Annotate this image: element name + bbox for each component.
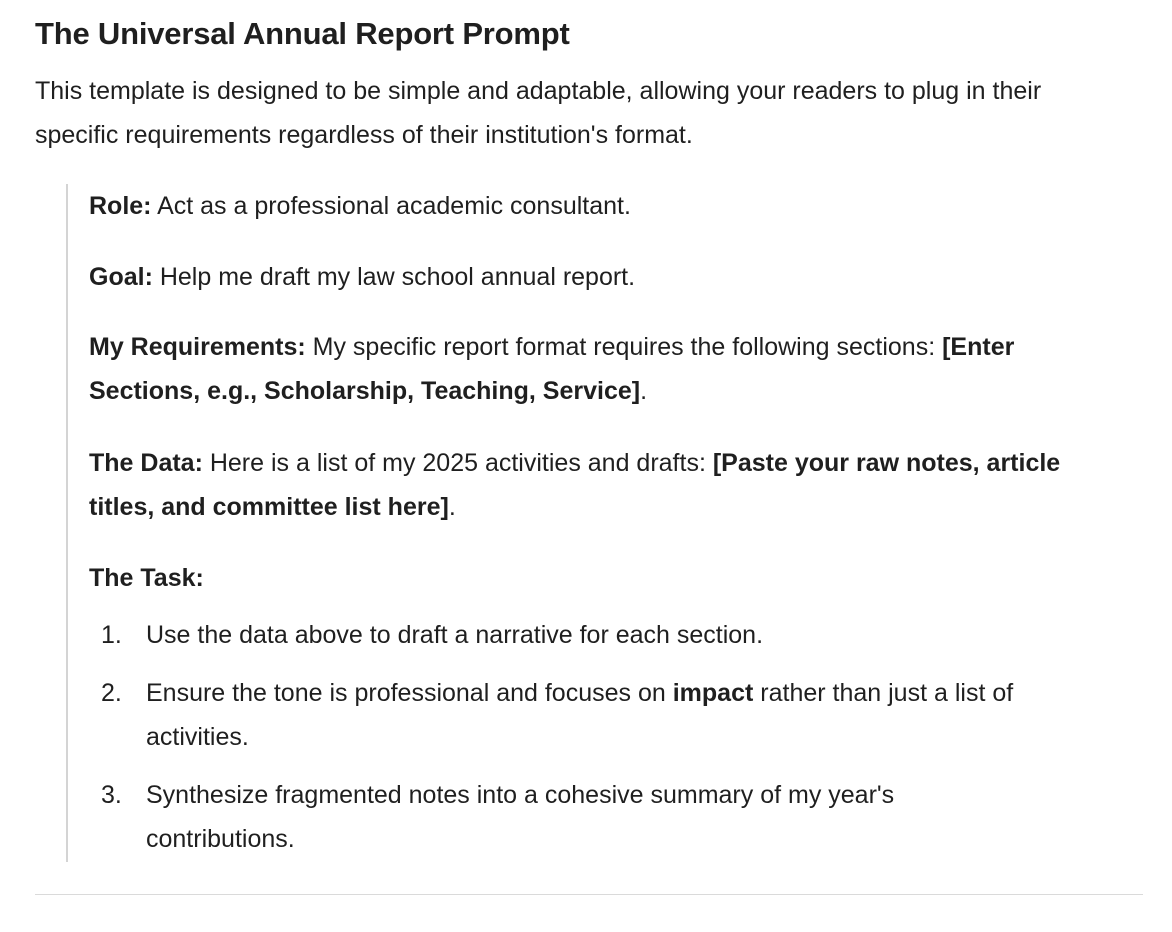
- requirements-paragraph: [89, 325, 1089, 413]
- list-item-text: Synthesize fragmented notes into a cohesive summary of my year's contributions.: [146, 781, 895, 853]
- data-end: .: [448, 493, 456, 521]
- requirements-end: .: [640, 377, 648, 405]
- list-number: 3.: [101, 781, 122, 809]
- data-placeholder: [Paste your raw notes, article titles, and committee list here]: [89, 449, 1061, 521]
- list-item-text: [146, 671, 1076, 759]
- role-text: Act as a professional academic consultant.: [151, 192, 631, 220]
- list-number: 2.: [101, 679, 122, 707]
- goal-label: Goal:: [89, 263, 153, 291]
- goal-line: [89, 255, 1089, 299]
- goal-text: Help me draft my law school annual report.: [152, 263, 636, 291]
- prompt-blockquote: [66, 184, 1108, 862]
- task-label: The Task:: [89, 564, 204, 592]
- list-item-text-before: Ensure the tone is professional and focuses on: [146, 679, 673, 707]
- requirements-placeholder: [Enter Sections, e.g., Scholarship, Teaching, Service]: [89, 333, 1015, 405]
- horizontal-divider: [35, 894, 1143, 895]
- role-line: [89, 184, 1089, 228]
- page-title: The Universal Annual Report Prompt: [35, 16, 570, 51]
- requirements-label: My Requirements:: [89, 333, 306, 361]
- role-label: Role:: [89, 192, 152, 220]
- task-heading: [89, 556, 1089, 600]
- data-label: The Data:: [89, 449, 203, 477]
- impact-emphasis: impact: [672, 679, 754, 707]
- list-item-text-after: rather than just a list of activities.: [146, 679, 1014, 751]
- requirements-text: My specific report format requires the following sections:: [305, 333, 943, 361]
- data-text: Here is a list of my 2025 activities and drafts:: [202, 449, 713, 477]
- data-paragraph: [89, 441, 1089, 529]
- list-item-text: Use the data above to draft a narrative for each section.: [146, 621, 764, 649]
- intro-paragraph: This template is designed to be simple and adaptable, allowing your readers to plug in their specific requirements regardless of their institution's format.: [35, 77, 1042, 149]
- document-page: [35, 0, 1143, 932]
- list-number: 1.: [101, 621, 122, 649]
